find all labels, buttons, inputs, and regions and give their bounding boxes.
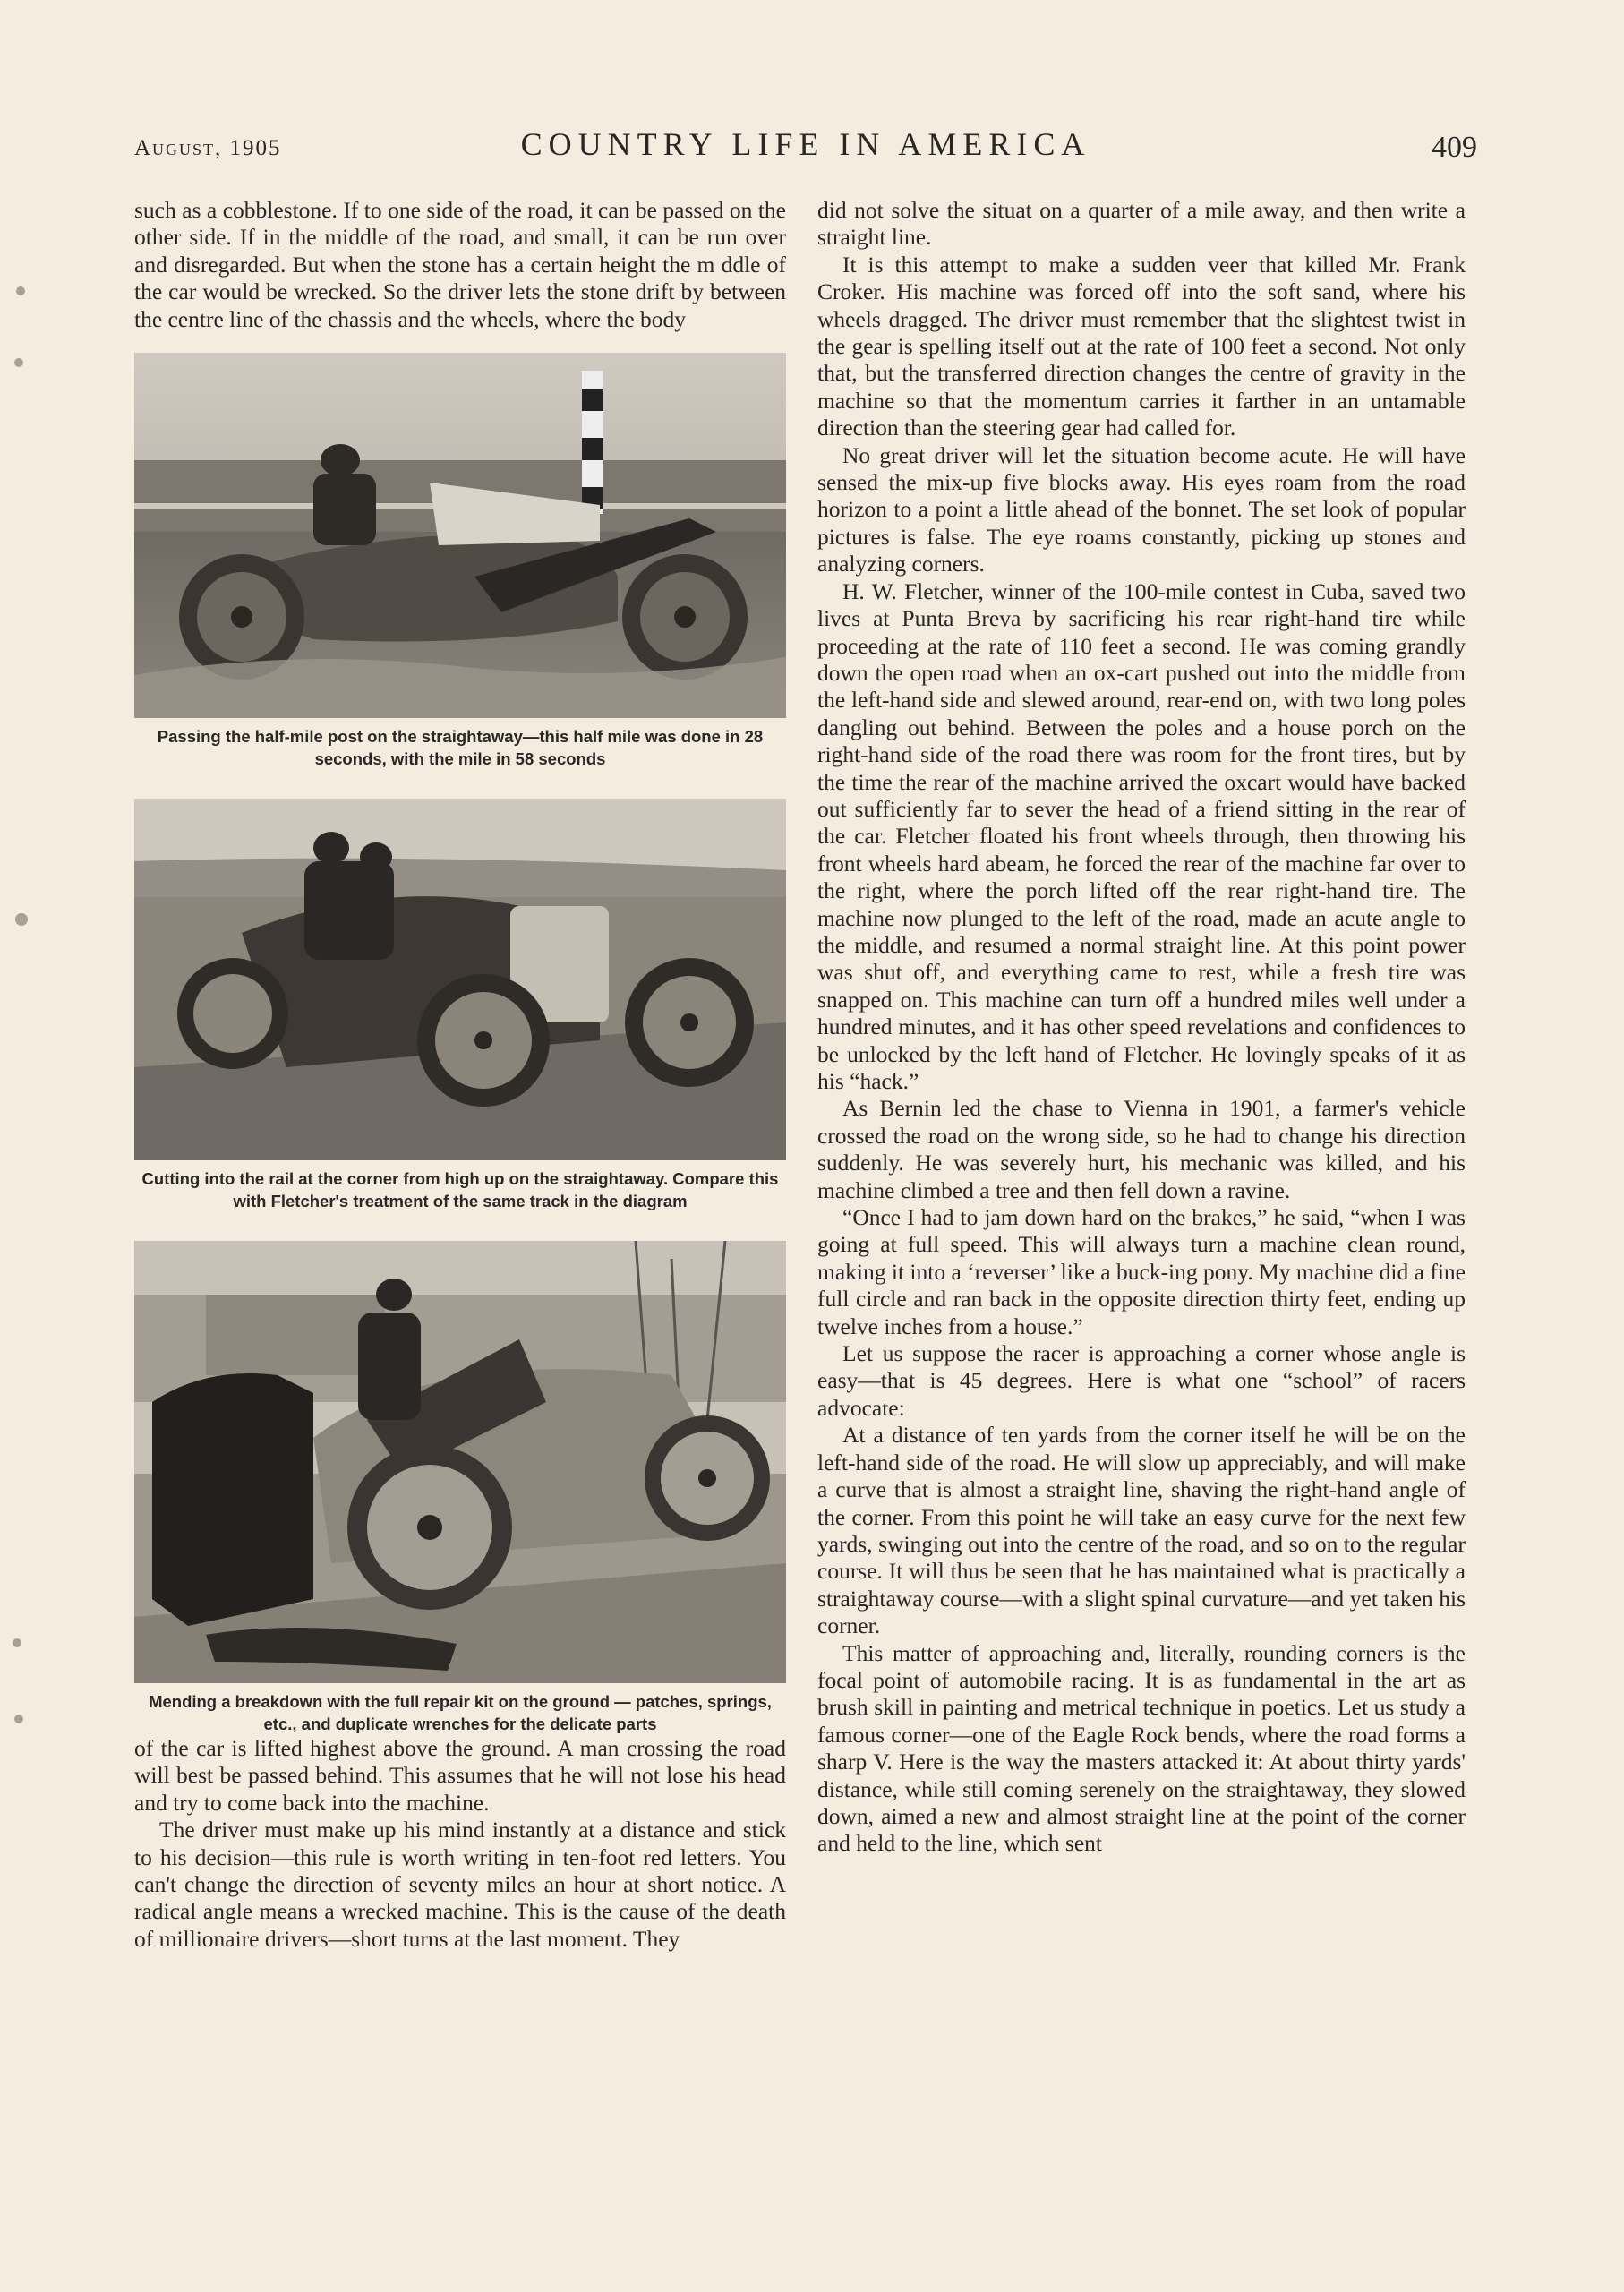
magazine-title: COUNTRY LIFE IN AMERICA — [520, 126, 1091, 162]
paragraph: H. W. Fletcher, winner of the 100-mile contest in Cuba, saved two lives at Punta Breva by sacrificing his rear right-hand tire while proceeding at the rate of 110 feet a second. He was coming grandly down the open road when an ox-cart pushed out into the middle from the left-hand side and slewed around, rear-end on, with two long poles dangling out behind. Between the poles and a house porch on the right-hand side of the road there was room for the front tires, but by the time the rear of the machine arrived the oxcart would have backed out sufficiently far to sever the head of a friend sitting in the rear of the car. Fletcher floated his front wheels through, then throwing his front wheels hard abeam, he forced the rear of the machine far over to the right, where the porch lifted off the rear right-hand tire. The machine now plunged to the left of the road, made an acute angle to the middle, and resumed a normal straight line. At this point power was shut off, and everything came to rest, while a fresh tire was snapped on. This machine can turn off a hundred miles well under a hundred minutes, and it has other speed revelations and confidences to be unlocked by the left hand of Fletcher. He lovingly speaks of it as his “hack.” — [817, 577, 1466, 1094]
margin-mark — [13, 1638, 21, 1647]
repair-scene-photo — [134, 1241, 786, 1683]
paragraph: As Bernin led the chase to Vienna in 1901, a farmer's vehicle crossed the road on the wrong side, so he had to change his direction suddenly. He was severely hurt, his mechanic was killed, and his machine climbed a tree and then fell down a ravine. — [817, 1095, 1466, 1203]
figure-half-mile-post — [134, 353, 786, 770]
figure-caption: Mending a breakdown with the full repair kit on the ground — patches, springs, etc., and duplicate wrenches for the delicate parts — [149, 1692, 772, 1734]
paragraph: The driver must make up his mind instantly at a distance and stick to his decision—this rule is worth writing in ten-foot red letters. You can't change the direction of seventy miles an hour at short notice. A radical angle means a wrecked machine. This is the cause of the death of millionaire drivers—short turns at the last moment. They — [134, 1817, 786, 1952]
racing-car-photo — [134, 799, 786, 1160]
paragraph: It is this attempt to make a sudden veer that killed Mr. Frank Croker. His machine was forced off into the soft sand, where his wheels dragged. The driver must remember that the slightest twist in the gear is spelling itself out at the rate of 100 feet a second. Not only that, but the transferred direction changes the centre of gravity in the machine so that the momentum carries it farther in an untamable direction than the steering gear had called for. — [817, 251, 1466, 441]
running-header — [134, 125, 1477, 170]
page-number: 409 — [1432, 131, 1477, 164]
margin-mark — [15, 913, 28, 926]
paragraph: such as a cobblestone. If to one side of the road, it can be passed on the other side. If in the middle of the road, and small, it can be run over and disregarded. But when the stone has a certain height the m ddle of the car would be wrecked. So the driver lets the stone drift by between the centre line of the chassis and the wheels, where the body — [134, 197, 786, 332]
paragraph: No great driver will let the situation become acute. He will have sensed the mix-up five blocks away. His eyes roam from the road horizon to a point a little ahead of the bonnet. The set look of popular pictures is false. The eye roams constantly, picking up stones and analyzing corners. — [817, 441, 1466, 577]
figure-breakdown-repair — [134, 1241, 786, 1735]
paragraph: This matter of approaching and, literally, rounding corners is the focal point of automobile racing. It is as fundamental in the art as brush skill in painting and metrical technique in poetics. Let us study a famous corner—one of the Eagle Rock bends, where the road forms a sharp V. Here is the way the masters attacked it: At about thirty yards' distance, while still coming serenely on the straightaway, they slowed down, aimed a new and almost straight line at the point of the corner and held to the line, which sent — [817, 1639, 1466, 1857]
racing-car-photo — [134, 353, 786, 718]
left-column — [134, 197, 786, 1953]
figure-cutting-rail — [134, 799, 786, 1212]
paragraph: Let us suppose the racer is approaching a corner whose angle is easy—that is 45 degrees. Here is what one “school” of racers advocate: — [817, 1340, 1466, 1421]
margin-mark — [16, 286, 25, 295]
figure-caption: Passing the half-mile post on the straightaway—this half mile was done in 28 seconds, with the mile in 58 seconds — [157, 727, 764, 769]
figure-caption: Cutting into the rail at the corner from high up on the straightaway. Compare this with Fletcher's treatment of the same track in the diagram — [141, 1169, 779, 1211]
right-column — [817, 197, 1466, 1858]
paragraph: At a distance of ten yards from the corner itself he will be on the left-hand side of the road. He will slow up appreciably, and will make a curve that is almost a straight line, shaving the right-hand angle of the corner. From this point he will take an easy curve for the next few yards, swinging out into the centre of the road, and so on to the regular course. It will thus be seen that he has maintained what is practically a straightaway course—with a slight spinal curvature—and yet taken his corner. — [817, 1422, 1466, 1639]
margin-mark — [14, 358, 23, 367]
paragraph: did not solve the situat on a quarter of a mile away, and then write a straight line. — [817, 197, 1466, 251]
margin-mark — [14, 1715, 23, 1723]
paragraph: of the car is lifted highest above the ground. A man crossing the road will best be passed behind. This assumes that he will not lose his head and try to come back into the machine. — [134, 1735, 786, 1816]
paragraph: “Once I had to jam down hard on the brakes,” he said, “when I was going at full speed. This will always turn a machine clean round, making it into a ‘reverser’ like a buck-ing pony. My machine did a fine full circle and ran back in the opposite direction thirty feet, ending up twelve inches from a house.” — [817, 1204, 1466, 1339]
issue-date: August, 1905 — [134, 136, 282, 160]
